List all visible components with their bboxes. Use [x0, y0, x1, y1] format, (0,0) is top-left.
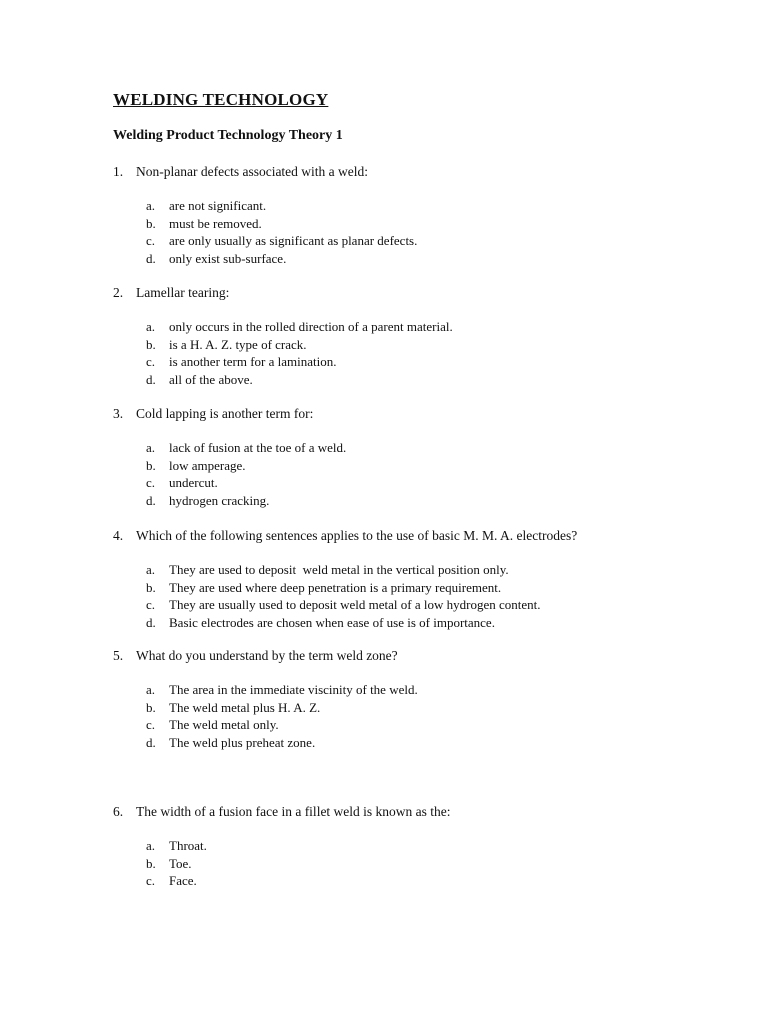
- option-text: They are used to deposit weld metal in the vertical position only.: [169, 562, 509, 577]
- option-letter: c.: [146, 233, 156, 248]
- option-letter: c.: [146, 475, 156, 490]
- answer-option: [146, 318, 733, 336]
- answer-option: [146, 474, 733, 492]
- question-4: [113, 527, 733, 631]
- question-text: Cold lapping is another term for:: [136, 406, 314, 421]
- answer-option: [146, 614, 733, 632]
- answer-option: [146, 353, 733, 371]
- answer-option: [146, 579, 733, 597]
- option-text: The weld metal only.: [169, 717, 279, 732]
- option-letter: d.: [146, 492, 156, 508]
- answer-option: [146, 855, 733, 873]
- question-text: The width of a fusion face in a fillet weld is known as the:: [136, 804, 451, 819]
- option-letter: d.: [146, 614, 156, 630]
- option-letter: a.: [146, 838, 156, 853]
- answer-options: [113, 318, 733, 388]
- option-text: are only usually as significant as planar defects.: [169, 233, 418, 248]
- question-2: [113, 284, 733, 388]
- option-letter: b.: [146, 579, 156, 595]
- answer-option: [146, 336, 733, 354]
- answer-option: [146, 250, 733, 268]
- question-text: Lamellar tearing:: [136, 285, 230, 300]
- question-number: 3.: [113, 406, 124, 421]
- answer-option: [146, 561, 733, 579]
- option-letter: a.: [146, 682, 156, 697]
- option-text: only occurs in the rolled direction of a parent material.: [169, 319, 453, 334]
- question-3: [113, 405, 733, 509]
- option-letter: a.: [146, 319, 156, 334]
- option-letter: c.: [146, 873, 156, 888]
- option-letter: a.: [146, 562, 156, 577]
- option-letter: d.: [146, 371, 156, 387]
- option-letter: d.: [146, 250, 156, 266]
- answer-option: [146, 872, 733, 890]
- option-text: Face.: [169, 873, 197, 888]
- document-subtitle: Welding Product Technology Theory 1: [113, 128, 343, 143]
- answer-option: [146, 837, 733, 855]
- option-text: only exist sub-surface.: [169, 250, 287, 266]
- answer-option: [146, 681, 733, 699]
- option-text: lack of fusion at the toe of a weld.: [169, 440, 347, 455]
- answer-option: [146, 457, 733, 475]
- answer-options: [113, 439, 733, 509]
- option-letter: c.: [146, 597, 156, 612]
- question-number: 1.: [113, 164, 124, 179]
- option-letter: b.: [146, 215, 156, 231]
- answer-option: [146, 215, 733, 233]
- answer-option: [146, 492, 733, 510]
- question-text: Which of the following sentences applies to the use of basic M. M. A. electrodes?: [136, 528, 578, 543]
- answer-options: [113, 197, 733, 267]
- option-text: Basic electrodes are chosen when ease of use is of importance.: [169, 614, 495, 630]
- option-text: The area in the immediate viscinity of the weld.: [169, 682, 418, 697]
- question-number: 5.: [113, 648, 124, 663]
- option-text: must be removed.: [169, 215, 262, 231]
- answer-options: [113, 837, 733, 890]
- option-text: low amperage.: [169, 457, 246, 473]
- option-letter: b.: [146, 699, 156, 715]
- option-letter: b.: [146, 457, 156, 473]
- option-text: undercut.: [169, 475, 218, 490]
- question-5: [113, 647, 733, 751]
- answer-option: [146, 596, 733, 614]
- option-text: Toe.: [169, 855, 192, 871]
- option-text: They are usually used to deposit weld metal of a low hydrogen content.: [169, 597, 541, 612]
- option-text: all of the above.: [169, 371, 253, 387]
- document-title: WELDING TECHNOLOGY: [113, 90, 329, 109]
- answer-option: [146, 232, 733, 250]
- option-text: Throat.: [169, 838, 207, 853]
- answer-option: [146, 699, 733, 717]
- option-text: They are used where deep penetration is a primary requirement.: [169, 579, 502, 595]
- answer-option: [146, 734, 733, 752]
- question-text: Non-planar defects associated with a weld:: [136, 164, 369, 179]
- question-number: 4.: [113, 528, 124, 543]
- option-letter: a.: [146, 198, 156, 213]
- option-letter: a.: [146, 440, 156, 455]
- answer-option: [146, 371, 733, 389]
- answer-option: [146, 716, 733, 734]
- option-letter: b.: [146, 855, 156, 871]
- question-number: 6.: [113, 804, 124, 819]
- option-letter: c.: [146, 354, 156, 369]
- option-letter: b.: [146, 336, 156, 352]
- option-letter: d.: [146, 734, 156, 750]
- option-text: The weld metal plus H. A. Z.: [169, 699, 321, 715]
- question-6: [113, 803, 733, 890]
- question-1: [113, 163, 733, 267]
- option-text: is another term for a lamination.: [169, 354, 337, 369]
- option-letter: c.: [146, 717, 156, 732]
- question-number: 2.: [113, 285, 124, 300]
- answer-options: [113, 681, 733, 751]
- option-text: are not significant.: [169, 198, 267, 213]
- answer-options: [113, 561, 733, 631]
- question-text: What do you understand by the term weld zone?: [136, 648, 398, 663]
- option-text: hydrogen cracking.: [169, 492, 270, 508]
- option-text: is a H. A. Z. type of crack.: [169, 336, 307, 352]
- option-text: The weld plus preheat zone.: [169, 734, 316, 750]
- answer-option: [146, 197, 733, 215]
- answer-option: [146, 439, 733, 457]
